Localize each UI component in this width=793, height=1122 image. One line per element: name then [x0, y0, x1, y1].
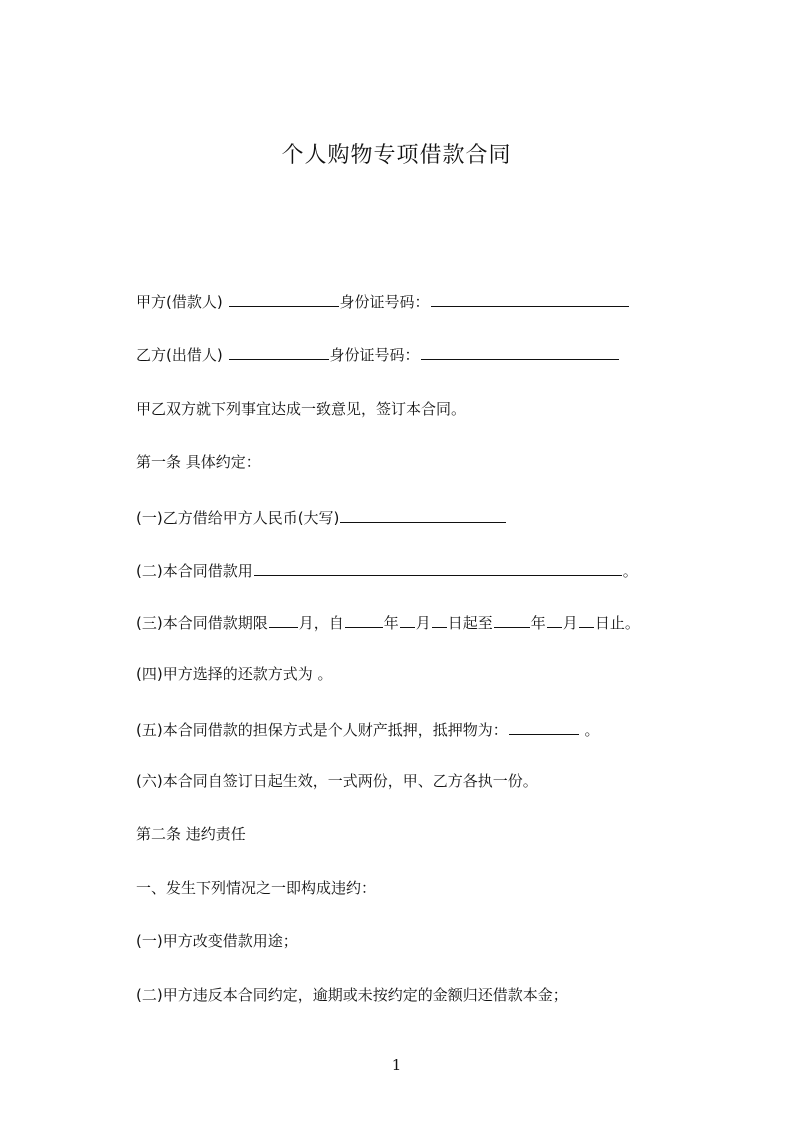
start-month-blank [400, 611, 415, 628]
article2-item2: (二)甲方违反本合同约定，逾期或未按约定的金额归还借款本金； [136, 986, 568, 1004]
loan-purpose-blank [254, 559, 622, 576]
article1-item5-end: 。 [579, 721, 600, 739]
article1-item4: (四)甲方选择的还款方式为 。 [136, 665, 333, 683]
lender-id-blank [421, 343, 619, 360]
end-month-blank [547, 611, 562, 628]
start-day-label: 日起至 [447, 614, 493, 632]
article1-item2 [136, 559, 638, 581]
intro-paragraph: 甲乙双方就下列事宜达成一致意见，签订本合同。 [136, 400, 467, 418]
borrower-id-label: 身份证号码： [339, 293, 430, 311]
article2-heading: 第二条 违约责任 [136, 825, 246, 843]
lender-label: 乙方(出借人) [136, 346, 223, 364]
article1-item6: (六)本合同自签订日起生效，一式两份，甲、乙方各执一份。 [136, 772, 538, 790]
start-month-label: 月 [415, 614, 431, 632]
article1-heading: 第一条 具体约定： [136, 453, 261, 471]
article1-item5 [136, 718, 600, 740]
lender-line [136, 343, 620, 365]
article1-item3 [136, 611, 640, 633]
start-day-blank [432, 611, 447, 628]
document-title: 个人购物专项借款合同 [281, 143, 512, 168]
end-day-blank [579, 611, 594, 628]
article1-item1-text: (一)乙方借给甲方人民币(大写) [136, 509, 340, 527]
lender-id-label: 身份证号码： [329, 346, 420, 364]
borrower-name-blank [229, 290, 339, 307]
amount-uppercase-blank [340, 506, 506, 523]
collateral-blank [509, 718, 579, 735]
borrower-label: 甲方(借款人) [136, 293, 223, 311]
borrower-line [136, 290, 630, 312]
article1-item2-text: (二)本合同借款用 [136, 562, 253, 580]
term-month-from: 月，自 [298, 614, 344, 632]
start-year-blank [345, 611, 383, 628]
end-month-label: 月 [562, 614, 578, 632]
end-year-blank [494, 611, 530, 628]
end-year-label: 年 [530, 614, 546, 632]
lender-name-blank [229, 343, 329, 360]
article2-clause1: 一、发生下列情况之一即构成违约： [136, 879, 377, 897]
article2-item1: (一)甲方改变借款用途； [136, 932, 298, 950]
term-label: (三)本合同借款期限 [136, 614, 268, 632]
article1-item1 [136, 506, 507, 528]
page-number: 1 [391, 1056, 402, 1074]
start-year-label: 年 [383, 614, 399, 632]
term-months-blank [269, 611, 298, 628]
article1-item5-text: (五)本合同借款的担保方式是个人财产抵押，抵押物为： [136, 721, 508, 739]
article1-item2-end: 。 [622, 562, 638, 580]
end-day-label: 日止。 [594, 614, 640, 632]
borrower-id-blank [431, 290, 629, 307]
